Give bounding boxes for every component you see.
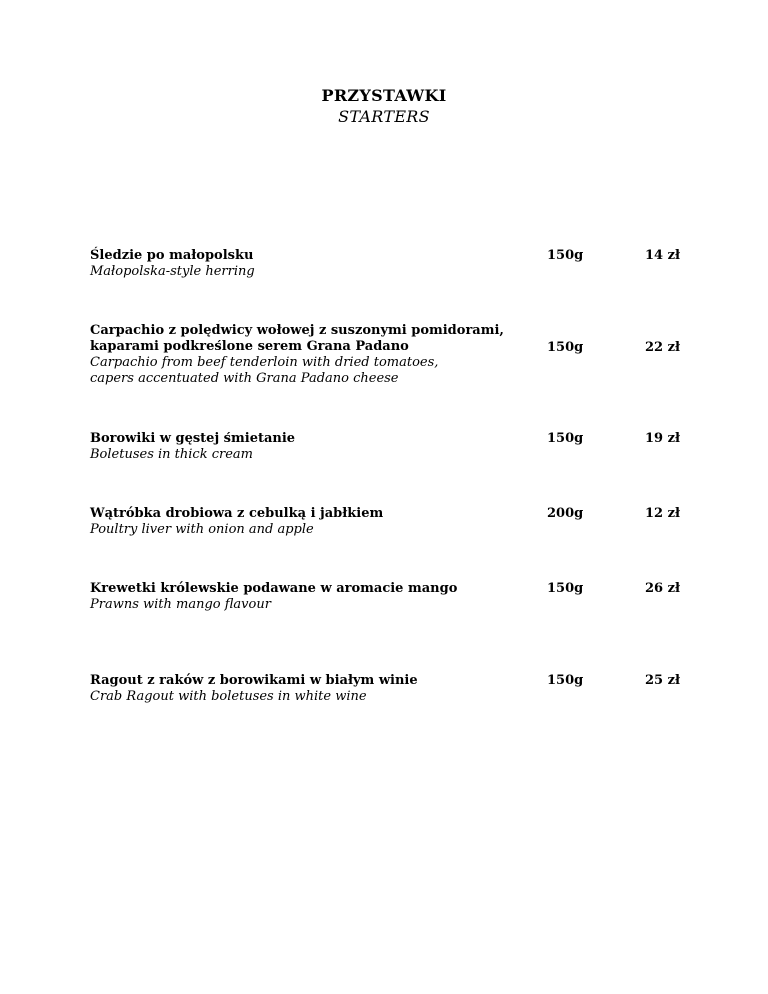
dish-price: 26 zł [644,581,680,596]
menu-item [90,673,680,705]
dish-name-english: Małopolska-style herring [90,264,255,279]
menu-item-names [90,581,530,613]
dish-weight: 150g [547,581,584,596]
dish-name-polish: Krewetki królewskie podawane w aromacie mango [90,581,458,596]
dish-weight: 150g [547,248,584,263]
dish-name-english: Poultry liver with onion and apple [90,522,314,537]
section-title-english: STARTERS [338,107,430,126]
dish-price: 19 zł [644,431,680,446]
menu-item-names [90,431,530,463]
menu-item-names [90,323,530,387]
dish-name-english-line-1: Carpachio from beef tenderloin with dried tomatoes, [90,355,439,370]
dish-name-polish: Ragout z raków z borowikami w białym winie [90,673,418,688]
menu-item-names [90,248,530,280]
dish-price: 22 zł [644,340,680,355]
menu-item-names [90,506,530,538]
dish-price: 12 zł [644,506,680,521]
menu-item-names [90,673,530,705]
menu-item [90,323,680,387]
section-title-polish: PRZYSTAWKI [321,86,447,105]
dish-name-polish: Wątróbka drobiowa z cebulką i jabłkiem [90,506,384,521]
dish-weight: 200g [547,506,584,521]
dish-weight: 150g [547,340,584,355]
dish-price: 25 zł [644,673,680,688]
menu-item [90,581,680,613]
dish-name-english-line-2: capers accentuated with Grana Padano cheese [90,371,399,386]
dish-weight: 150g [547,431,584,446]
menu-item [90,506,680,538]
dish-name-polish-line-2: kaparami podkreślone serem Grana Padano [90,339,409,354]
menu-item [90,431,680,463]
dish-name-polish: Borowiki w gęstej śmietanie [90,431,296,446]
dish-name-english: Crab Ragout with boletuses in white wine [90,689,367,704]
dish-name-english: Boletuses in thick cream [90,447,253,462]
dish-price: 14 zł [644,248,680,263]
dish-weight: 150g [547,673,584,688]
dish-name-polish: Śledzie po małopolsku [90,248,254,263]
dish-name-english: Prawns with mango flavour [90,597,271,612]
dish-name-polish-line-1: Carpachio z polędwicy wołowej z suszonymi pomidorami, [90,323,504,338]
menu-item [90,248,680,280]
